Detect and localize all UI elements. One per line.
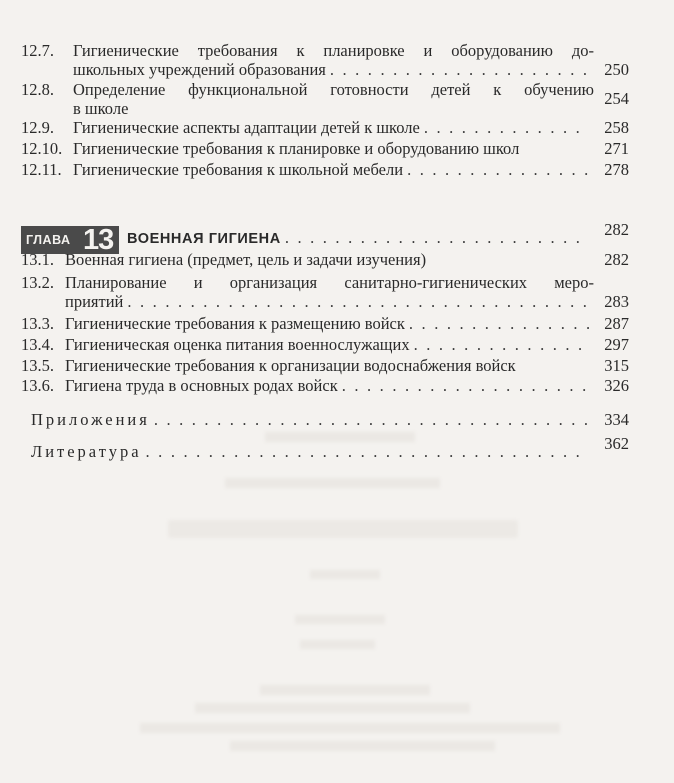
toc-entry-appendix bbox=[31, 410, 629, 429]
toc-entry-13-4 bbox=[21, 335, 629, 354]
entry-title-line1: Планирование и организация санитарно-гигиенических меро- bbox=[65, 273, 594, 292]
dot-leader bbox=[330, 60, 589, 79]
literature-page: 362 bbox=[604, 434, 629, 453]
entry-title-line1: Определение функциональной готовности детей к обучению bbox=[73, 80, 594, 99]
entry-title-line1: Военная гигиена (предмет, цель и задачи изучения) bbox=[65, 250, 427, 269]
literature-label: Литература bbox=[31, 442, 142, 461]
entry-number: 13.5. bbox=[21, 356, 54, 375]
entry-title-line2: школьных учреждений образования bbox=[73, 60, 326, 79]
dot-leader bbox=[285, 228, 589, 247]
entry-number: 12.7. bbox=[21, 41, 54, 60]
entry-title-line2: приятий bbox=[65, 292, 124, 311]
entry-number: 12.11. bbox=[21, 160, 62, 179]
entry-title-line1: Гигиенические требования к школьной мебели bbox=[73, 160, 404, 179]
entry-page: 271 bbox=[604, 139, 629, 158]
toc-entry-literature bbox=[31, 434, 629, 461]
entry-number: 13.4. bbox=[21, 335, 54, 354]
dot-leader bbox=[414, 335, 589, 354]
bleed-through-mark bbox=[195, 703, 470, 713]
dot-leader bbox=[409, 314, 589, 333]
toc-entry-12-7 bbox=[21, 41, 629, 79]
entry-number: 13.3. bbox=[21, 314, 54, 333]
entry-title-line1: Гигиенические требования к размещению войск bbox=[65, 314, 405, 333]
entry-number: 13.2. bbox=[21, 273, 54, 292]
toc-entry-13-5 bbox=[21, 356, 629, 375]
entry-page: 326 bbox=[604, 376, 629, 395]
chapter-page: 282 bbox=[604, 220, 629, 239]
entry-title-line1: Гигиена труда в основных родах войск bbox=[65, 376, 338, 395]
entry-number: 12.10. bbox=[21, 139, 63, 158]
entry-title-line2: в школе bbox=[73, 99, 129, 118]
bleed-through-mark bbox=[168, 520, 518, 538]
entry-number: 12.9. bbox=[21, 118, 54, 137]
bleed-through-mark bbox=[260, 685, 430, 695]
toc-entry-12-9 bbox=[21, 118, 629, 137]
bleed-through-mark bbox=[230, 741, 495, 751]
dot-leader bbox=[342, 376, 589, 395]
dot-leader bbox=[146, 442, 589, 461]
entry-title-line1: Гигиеническая оценка питания военнослужащих bbox=[65, 335, 410, 354]
entry-page: 258 bbox=[604, 118, 629, 137]
chapter-badge-word: ГЛАВА bbox=[26, 233, 71, 247]
toc-entry-13-3 bbox=[21, 314, 629, 333]
entry-page: 283 bbox=[604, 292, 629, 311]
toc-entry-12-11 bbox=[21, 160, 629, 179]
bleed-through-mark bbox=[295, 615, 385, 624]
chapter-title: ВОЕННАЯ ГИГИЕНА bbox=[127, 231, 281, 247]
entry-page: 254 bbox=[604, 89, 629, 108]
dot-leader bbox=[127, 292, 589, 311]
entry-page: 287 bbox=[604, 314, 629, 333]
toc-entry-12-8 bbox=[21, 80, 629, 118]
entry-page: 315 bbox=[604, 356, 629, 375]
entry-page: 297 bbox=[604, 335, 629, 354]
entry-title-line1: Гигиенические требования к организации водоснабжения войск bbox=[65, 356, 516, 375]
entry-page: 278 bbox=[604, 160, 629, 179]
chapter-badge-number: 13 bbox=[83, 224, 114, 256]
entry-title-line1: Гигиенические требования к планировке и оборудованию до- bbox=[73, 41, 594, 60]
entry-page: 250 bbox=[604, 60, 629, 79]
dot-leader bbox=[424, 118, 589, 137]
entry-number: 13.6. bbox=[21, 376, 54, 395]
toc-entry-12-10 bbox=[21, 139, 629, 158]
toc-entry-13-1 bbox=[21, 250, 629, 269]
entry-number: 12.8. bbox=[21, 80, 54, 99]
bleed-through-mark bbox=[310, 570, 380, 579]
dot-leader bbox=[154, 410, 589, 429]
chapter-heading-row bbox=[127, 220, 629, 249]
bleed-through-mark bbox=[225, 478, 440, 488]
entry-title-line1: Гигиенические аспекты адаптации детей к школе bbox=[73, 118, 420, 137]
bleed-through-mark bbox=[140, 723, 560, 733]
bleed-through-mark bbox=[300, 640, 375, 649]
appendix-page: 334 bbox=[604, 410, 629, 429]
toc-entry-13-2 bbox=[21, 273, 629, 311]
dot-leader bbox=[407, 160, 589, 179]
entry-title-line1: Гигиенические требования к планировке и оборудованию школ bbox=[73, 139, 520, 158]
appendix-label: Приложения bbox=[31, 410, 150, 429]
entry-number: 13.1. bbox=[21, 250, 54, 269]
bleed-through-mark bbox=[265, 432, 415, 442]
toc-entry-13-6 bbox=[21, 376, 629, 395]
entry-page: 282 bbox=[604, 250, 629, 269]
